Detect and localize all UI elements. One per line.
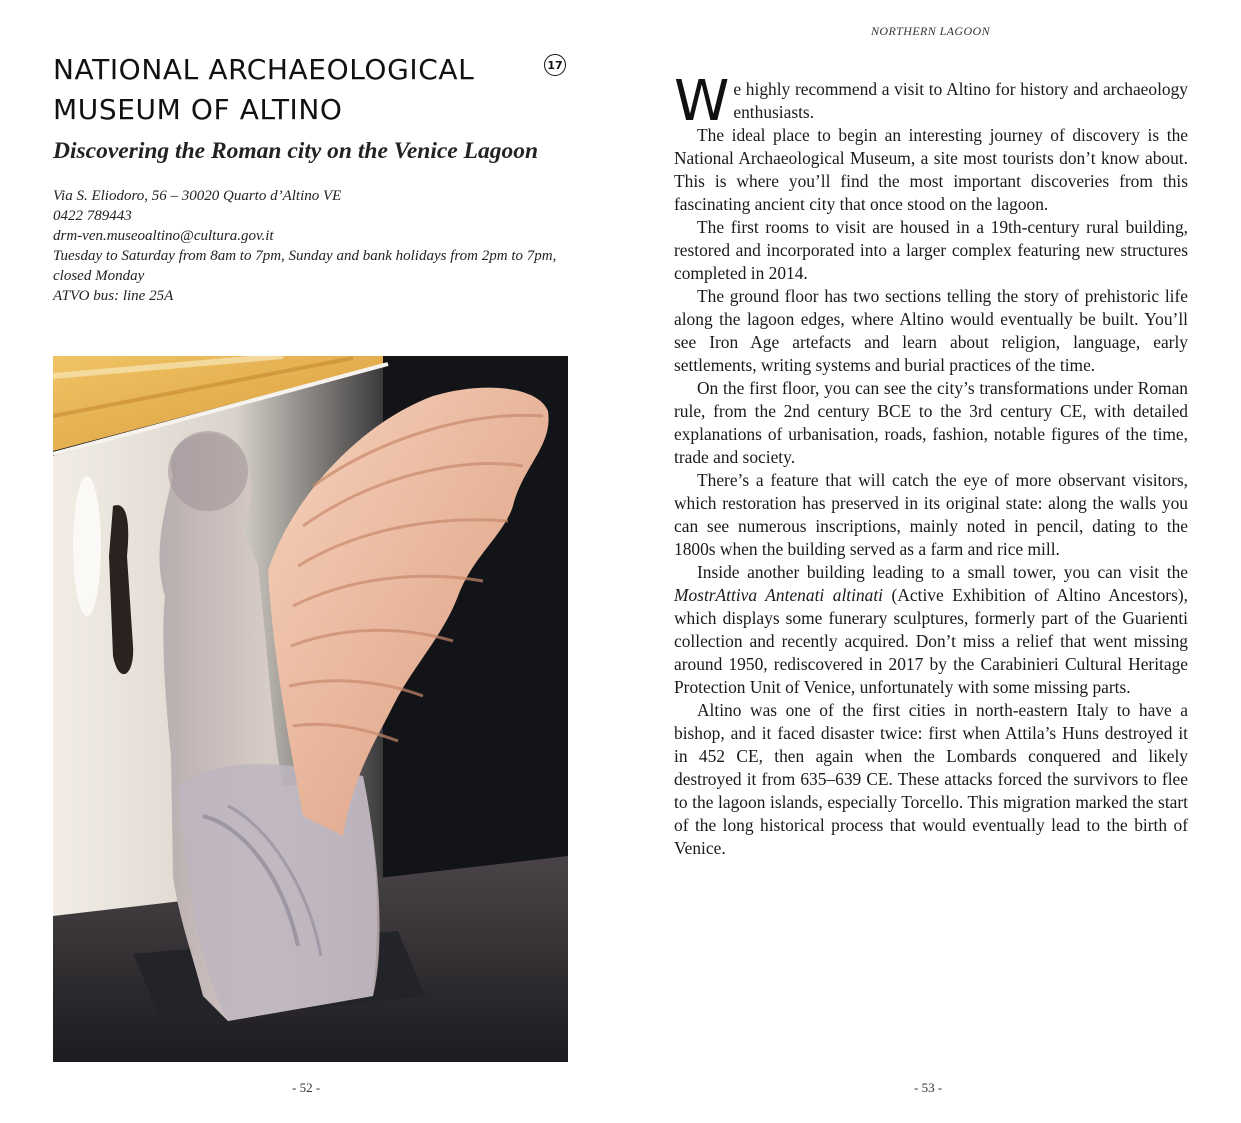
paragraph-2: The ideal place to begin an interesting journey of discovery is the National Archaeological Museum, a site most tourists don’t know about. This is where you’ll find the most important discoveries from this fascinating ancient city that once stood on the lagoon. — [674, 125, 1188, 214]
left-page — [0, 0, 620, 1123]
paragraph-1: We highly recommend a visit to Altino for history and archaeology enthusiasts. — [674, 69, 1188, 134]
page-subtitle: Discovering the Roman city on the Venice Lagoon — [53, 138, 539, 164]
paragraph-8: Altino was one of the first cities in north-eastern Italy to have a bishop, and it faced disaster twice: first when Attila’s Huns destroyed it in 452 CE, then again when the Lombards conquered and likely destroyed it from 635–639 CE. These attacks forced the survivors to flee to the lagoon islands, especially Torcello. This migration marked the start of the long historical process that would eventually lead to the birth of Venice. — [674, 700, 1188, 858]
transport-info: ATVO bus: line 25A — [53, 288, 174, 304]
title-line-2: MUSEUM OF ALTINO — [53, 93, 343, 126]
article-body — [674, 69, 1188, 860]
page-number-left: - 52 - — [292, 1080, 321, 1095]
visitor-info-block — [53, 186, 573, 306]
winged-statue-photo — [53, 356, 568, 1062]
entry-number-badge: 17 — [544, 54, 566, 76]
drop-cap: W — [674, 69, 730, 134]
paragraph-4: The ground floor has two sections telling the story of prehistoric life along the lagoon edges, where Altino would eventually be built. You’ll see Iron Age artefacts and learn about religion, language, early settlements, writing systems and burial practices of the time. — [674, 286, 1188, 375]
statue-illustration — [53, 356, 568, 1062]
title-line-1: NATIONAL ARCHAEOLOGICAL — [53, 53, 475, 86]
opening-hours: Tuesday to Saturday from 8am to 7pm, Sunday and bank holidays from 2pm to 7pm, closed Monday — [53, 248, 557, 284]
phone-number: 0422 789443 — [53, 208, 132, 224]
right-page — [620, 0, 1241, 1123]
address: Via S. Eliodoro, 56 – 30020 Quarto d’Altino VE — [53, 188, 342, 204]
paragraph-7: Inside another building leading to a small tower, you can visit the MostrAttiva Antenati altinati (Active Exhibition of Altino Ancestors), which displays some funerary sculptures, formerly part of the Guarienti collection and recently acquired. Don’t miss a relief that went missing around 1950, rediscovered in 2017 by the Carabinieri Cultural Heritage Protection Unit of Venice, unfortunately with some missing parts. — [674, 562, 1188, 697]
page-number-right: - 53 - — [914, 1080, 943, 1095]
paragraph-5: On the first floor, you can see the city’s transformations under Roman rule, from the 2nd century BCE to the 3rd century CE, with detailed explanations of urbanisation, roads, fashion, notable figures of the time, trade and society. — [674, 378, 1188, 467]
paragraph-3: The first rooms to visit are housed in a 19th-century rural building, restored and incorporated into a larger complex featuring new structures completed in 2014. — [674, 217, 1188, 283]
paragraph-6: There’s a feature that will catch the eye of more observant visitors, which restoration has preserved in its original state: along the walls you can see numerous inscriptions, mainly noted in pencil, dating to the 1800s when the building served as a farm and rice mill. — [674, 470, 1188, 559]
exhibition-name: MostrAttiva Antenati altinati — [674, 585, 884, 605]
running-head: NORTHERN LAGOON — [870, 24, 990, 38]
page-title — [53, 50, 523, 130]
email-address: drm-ven.museoaltino@cultura.gov.it — [53, 228, 274, 244]
